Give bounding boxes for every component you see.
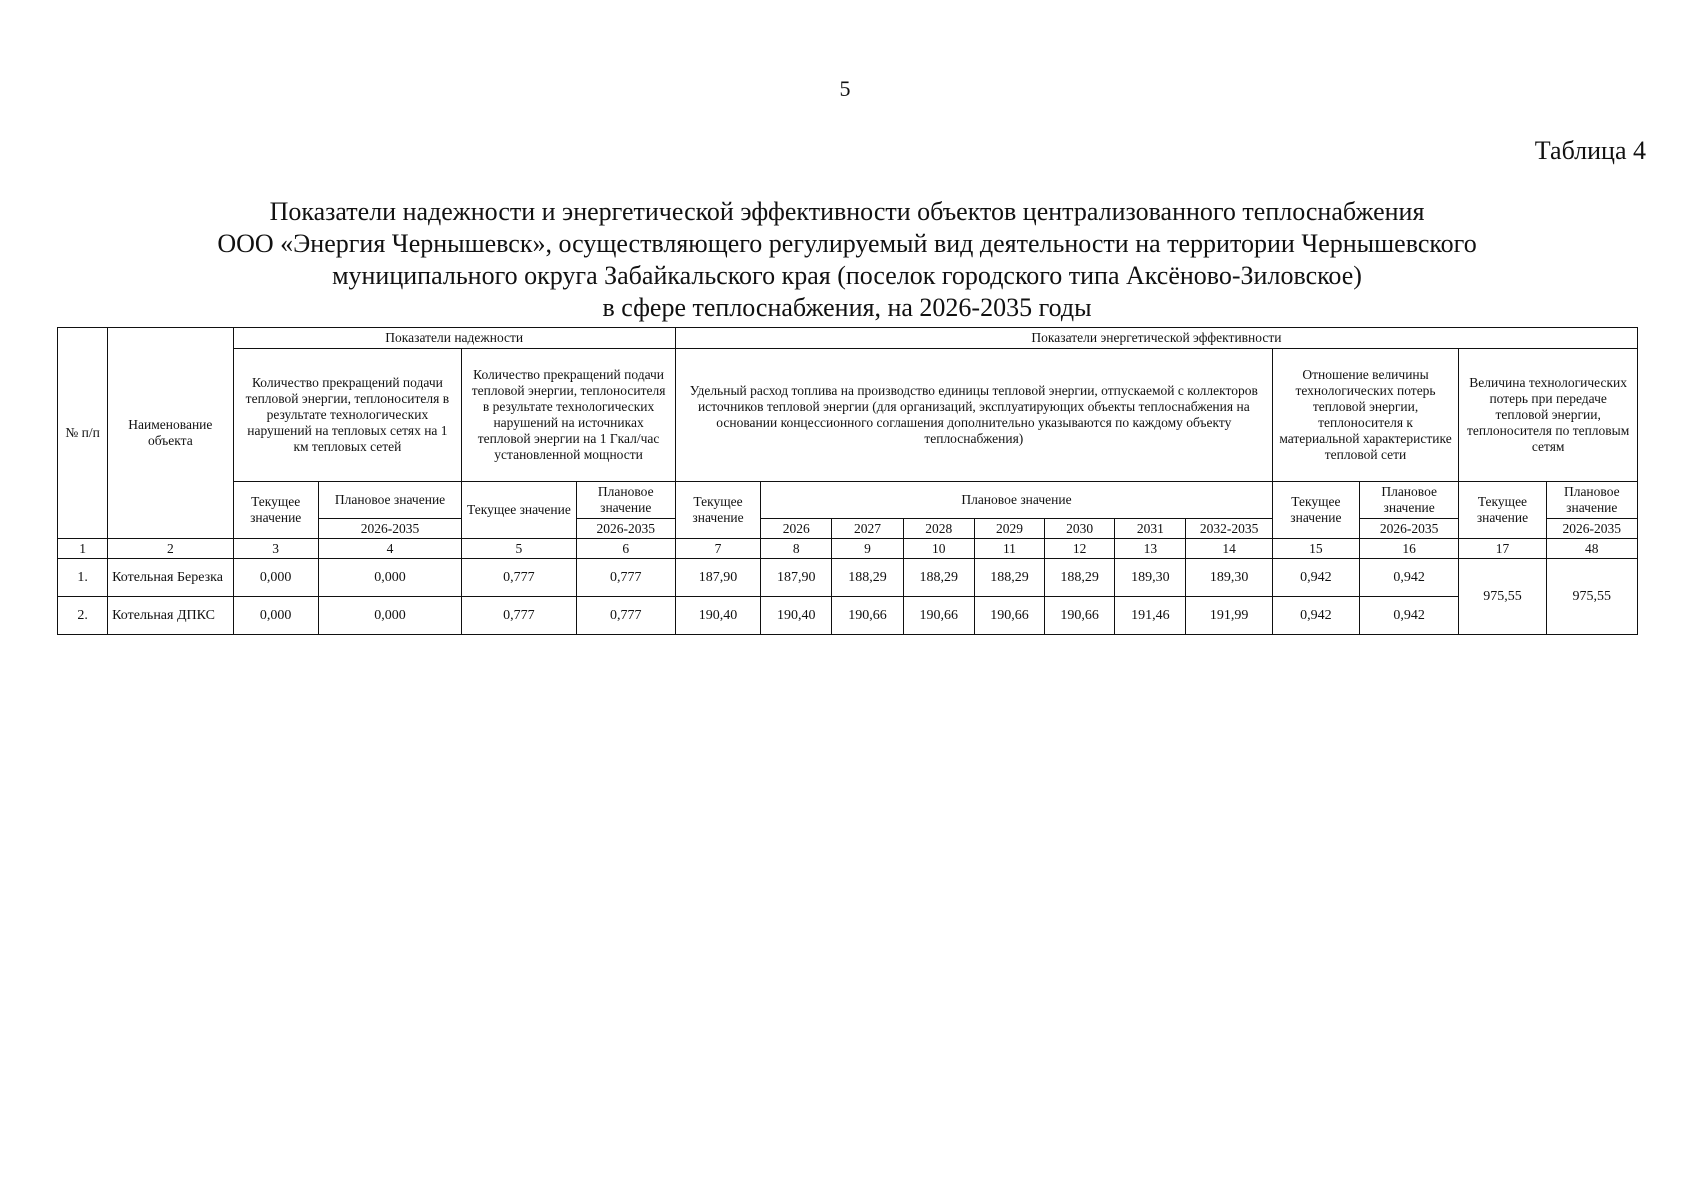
column-number: 9 [832,539,903,559]
header-reliability-networks: Количество прекращений подачи тепловой энергии, теплоносителя в результате технологических нарушений на тепловых сетях на 1 км тепловых сетей [233,349,462,482]
object-name: Котельная Березка [108,559,233,597]
table-cell: 0,000 [233,597,318,635]
header-fuel-consumption: Удельный расход топлива на производство единицы тепловой энергии, отпускаемой с коллекторов источников тепловой энергии (для организаций, эксплуатирующих объекты теплоснабжения на основании концессионного соглашения дополнительно указываются по каждому объекту теплоснабжения) [675,349,1272,482]
column-number: 4 [318,539,461,559]
table-cell: 191,46 [1115,597,1186,635]
table-cell: 190,66 [974,597,1044,635]
header-name: Наименование объекта [108,328,233,539]
header-planned: Плановое значение [1360,482,1459,519]
indicators-table [57,327,1638,635]
table-cell: 187,90 [675,559,760,597]
table-cell: 190,40 [761,597,832,635]
table-cell: 187,90 [761,559,832,597]
row-number: 1. [58,559,108,597]
column-number: 15 [1272,539,1359,559]
header-reliability-sources: Количество прекращений подачи тепловой энергии, теплоносителя в результате технологических нарушений на источниках тепловой энергии на 1 Гкал/час установленной мощности [462,349,676,482]
table-cell: 189,30 [1186,559,1272,597]
merged-loss-planned: 975,55 [1546,559,1637,635]
table-row [58,597,1638,635]
table-cell: 0,000 [318,559,461,597]
table-cell: 188,29 [832,559,903,597]
column-number: 1 [58,539,108,559]
column-number: 16 [1360,539,1459,559]
column-number: 3 [233,539,318,559]
header-period: 2026-2035 [1546,519,1637,539]
table-cell: 0,777 [462,559,576,597]
table-cell: 0,942 [1272,597,1359,635]
page-number: 5 [839,76,851,101]
table-cell: 188,29 [1045,559,1115,597]
column-number: 14 [1186,539,1272,559]
header-planned: Плановое значение [318,482,461,519]
table-cell: 188,29 [903,559,974,597]
header-year: 2029 [974,519,1044,539]
title-line: Показатели надежности и энергетической эффективности объектов централизованного теплоснабжения [269,197,1425,226]
row-number: 2. [58,597,108,635]
header-period: 2026-2035 [1360,519,1459,539]
table-cell: 188,29 [974,559,1044,597]
column-number: 7 [675,539,760,559]
column-number: 2 [108,539,233,559]
table-cell: 190,66 [832,597,903,635]
table-cell: 191,99 [1186,597,1272,635]
document-title [57,196,1637,324]
table-cell: 0,942 [1272,559,1359,597]
table-cell: 190,40 [675,597,760,635]
table-cell: 189,30 [1115,559,1186,597]
header-planned: Плановое значение [1546,482,1637,519]
header-year: 2026 [761,519,832,539]
title-line: муниципального округа Забайкальского края (поселок городского типа Аксёново-Зиловское) [332,261,1362,290]
header-current: Текущее значение [1459,482,1546,539]
table-cell: 0,942 [1360,597,1459,635]
header-year: 2031 [1115,519,1186,539]
header-current: Текущее значение [675,482,760,539]
table-cell: 0,777 [462,597,576,635]
header-planned: Плановое значение [576,482,675,519]
column-number: 13 [1115,539,1186,559]
table-cell: 0,777 [576,559,675,597]
title-line: ООО «Энергия Чернышевск», осуществляющего регулируемый вид деятельности на территории Чернышевского [217,229,1477,258]
table-cell: 0,000 [318,597,461,635]
table-label: Таблица 4 [1534,136,1646,165]
header-reliability-group: Показатели надежности [233,328,675,349]
table-cell: 0,942 [1360,559,1459,597]
table-cell: 0,777 [576,597,675,635]
title-line: в сфере теплоснабжения, на 2026-2035 годы [602,293,1092,322]
header-year: 2030 [1045,519,1115,539]
header-year: 2028 [903,519,974,539]
header-period: 2026-2035 [576,519,675,539]
column-number: 11 [974,539,1044,559]
header-period: 2026-2035 [318,519,461,539]
column-number: 6 [576,539,675,559]
column-number: 17 [1459,539,1546,559]
merged-loss-current: 975,55 [1459,559,1546,635]
table-row [58,559,1638,597]
column-number: 8 [761,539,832,559]
header-loss-ratio: Отношение величины технологических потерь тепловой энергии, теплоносителя к материальной характеристике тепловой сети [1272,349,1459,482]
column-number: 10 [903,539,974,559]
table-cell: 0,000 [233,559,318,597]
object-name: Котельная ДПКС [108,597,233,635]
header-current: Текущее значение [1272,482,1359,539]
column-number: 5 [462,539,576,559]
header-num: № п/п [58,328,108,539]
header-loss-value: Величина технологических потерь при передаче тепловой энергии, теплоносителя по тепловым сетям [1459,349,1638,482]
table-cell: 190,66 [1045,597,1115,635]
header-year: 2032-2035 [1186,519,1272,539]
column-number: 12 [1045,539,1115,559]
header-planned: Плановое значение [761,482,1273,519]
header-year: 2027 [832,519,903,539]
header-current: Текущее значение [462,482,576,539]
table-cell: 190,66 [903,597,974,635]
header-efficiency-group: Показатели энергетической эффективности [675,328,1637,349]
header-current: Текущее значение [233,482,318,539]
column-number: 48 [1546,539,1637,559]
